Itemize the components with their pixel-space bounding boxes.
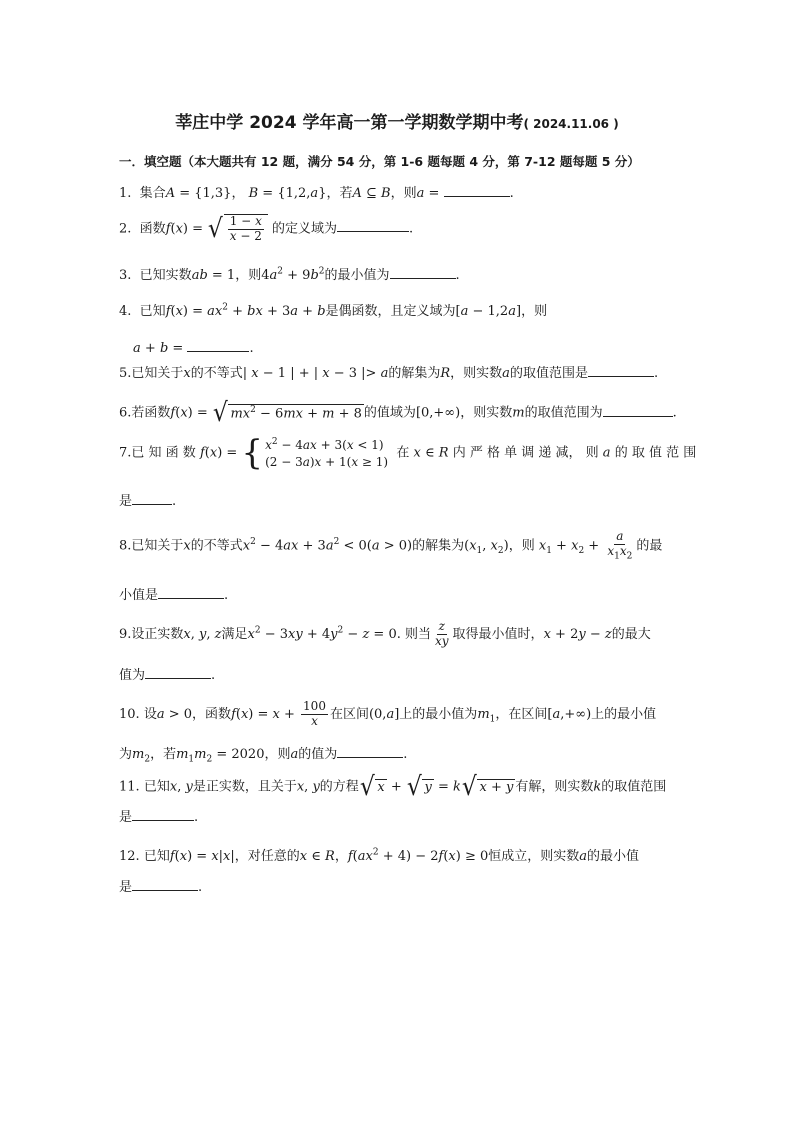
answer-blank[interactable] [444, 182, 510, 197]
answer-blank[interactable] [588, 362, 654, 377]
answer-blank[interactable] [145, 664, 211, 679]
answer-blank[interactable] [187, 337, 249, 352]
question-3: 3. 已知实数ab = 1，则$4a^2 + 9b^2$的最小值为 . [119, 264, 460, 283]
question-6: 6.若函数f(x) = √ $mx^2 - 6mx + m + 8$ 的值域为[0,+∞)，则实数m的取值范围为 . [119, 398, 677, 428]
answer-blank[interactable] [158, 584, 224, 599]
question-5: 5.已知关于x的不等式| x − 1 | + | x − 3 |> a的解集为R，则实数a的取值范围是 . [119, 362, 658, 381]
question-7-cont: 是 . [119, 490, 176, 509]
page-title [0, 108, 794, 133]
answer-blank[interactable] [132, 490, 172, 505]
question-2: 2. 函数f(x) = √ $\frac{1 - x}{x - 2}$ 的定义域为 . [119, 213, 414, 244]
question-11: 11. 已知x, y是正实数，且关于x, y的方程 √ x + √ y = k √ x + y 有解，则实数k的取值范围 [119, 772, 667, 802]
question-12-cont: 是 . [119, 876, 202, 895]
question-8: 8.已知关于x的不等式$x^2 - 4ax + 3a^2 < 0(a > 0)$的解集为($x_1$, $x_2$)，则 $x_1 + x_2$ + $\frac{a}{x_1x_2}$ 的最 [119, 529, 663, 562]
question-10: 10. 设a > 0，函数f(x) = x + $\frac{100}{x}$ 在区间(0,a]上的最小值为$m_1$，在区间[a,+∞)上的最小值 [119, 699, 657, 728]
question-4: 4. 已知$f(x) = ax^2$ + bx + 3a + b是偶函数，且定义域为[a − 1,2a]，则 [119, 302, 548, 319]
question-8-cont: 小值是 . [119, 584, 228, 603]
section-heading: 一．填空题（本大题共有 12 题，满分 54 分，第 1-6 题每题 4 分，第 7-12 题每题 5 分） [119, 154, 640, 169]
question-12: 12. 已知f(x) = x|x|，对任意的x ∈ R，$f(ax^2 + 4) - 2f(x) \ge 0$恒成立，则实数a的最小值 [119, 847, 640, 864]
question-9-cont: 值为 . [119, 664, 215, 683]
question-4-cont: a + b = . [133, 337, 254, 356]
answer-blank[interactable] [337, 217, 409, 232]
title-text: 莘庄中学 2024 学年高一第一学期数学期中考 [175, 113, 524, 133]
answer-blank[interactable] [603, 402, 673, 417]
question-7: 7.已 知 函 数 f(x) = { $x^2 - 4ax + 3(x < 1)$ (2 − 3a)x + 1(x ≥ 1) 在 x ∈ R 内 严 格 单 调 递 减， 则 a 的 取 值 范 围 [119, 433, 697, 473]
answer-blank[interactable] [390, 264, 456, 279]
answer-blank[interactable] [132, 876, 198, 891]
question-1: 1. 集合A = {1,3}， B = {1,2,a}，若A ⊆ B，则a = . [119, 182, 514, 201]
question-11-cont: 是 . [119, 806, 198, 825]
answer-blank[interactable] [132, 806, 194, 821]
exam-date: ( 2024.11.06 ) [523, 117, 619, 131]
question-10-cont: 为$m_2$，若$m_1m_2 = 2020$，则a的值为 . [119, 743, 407, 765]
question-9: 9.设正实数x, y, z满足$x^2 - 3xy + 4y^2 - z = 0$. 则当 $\frac{z}{xy}$ 取得最小值时，x + 2y − z的最大 [119, 619, 651, 648]
answer-blank[interactable] [337, 743, 403, 758]
